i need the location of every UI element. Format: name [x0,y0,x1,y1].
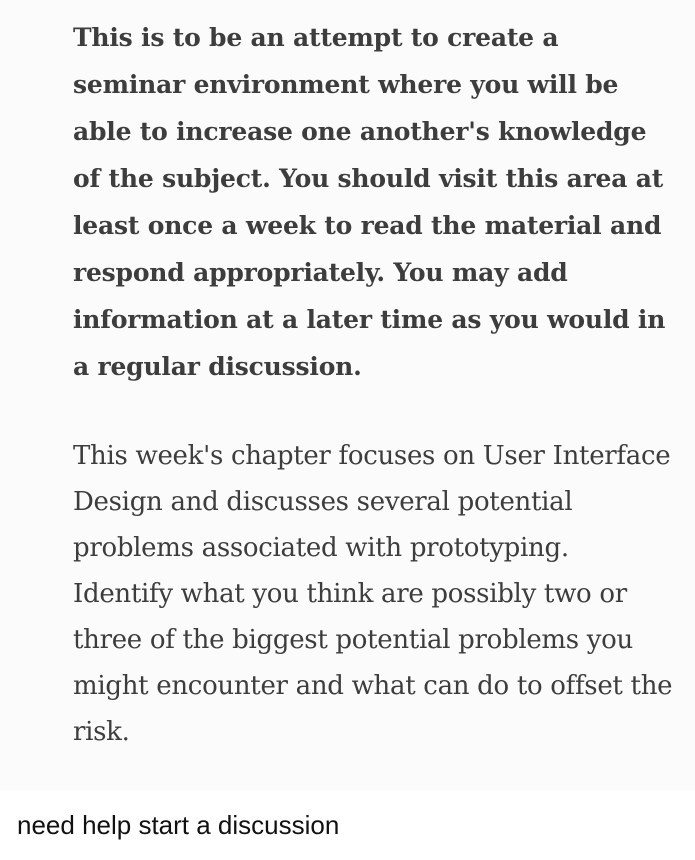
intro-paragraph: This is to be an attempt to create a seminar environment where you will be able to increase one another's knowledge of the subject. You should visit this area at least once a week to read the material and respond appropriately. You may add information at a later time as you would in a regular discussion. [73,23,666,381]
prompt-paragraph: This week's chapter focuses on User Interface Design and discusses several potential problems associated with prototyping. Identify what you think are possibly two or three of the biggest potential problems you might encounter and what can do to offset the risk. [73,441,673,747]
discussion-post-body [73,14,673,755]
caption-text: need help start a discussion [17,810,340,840]
